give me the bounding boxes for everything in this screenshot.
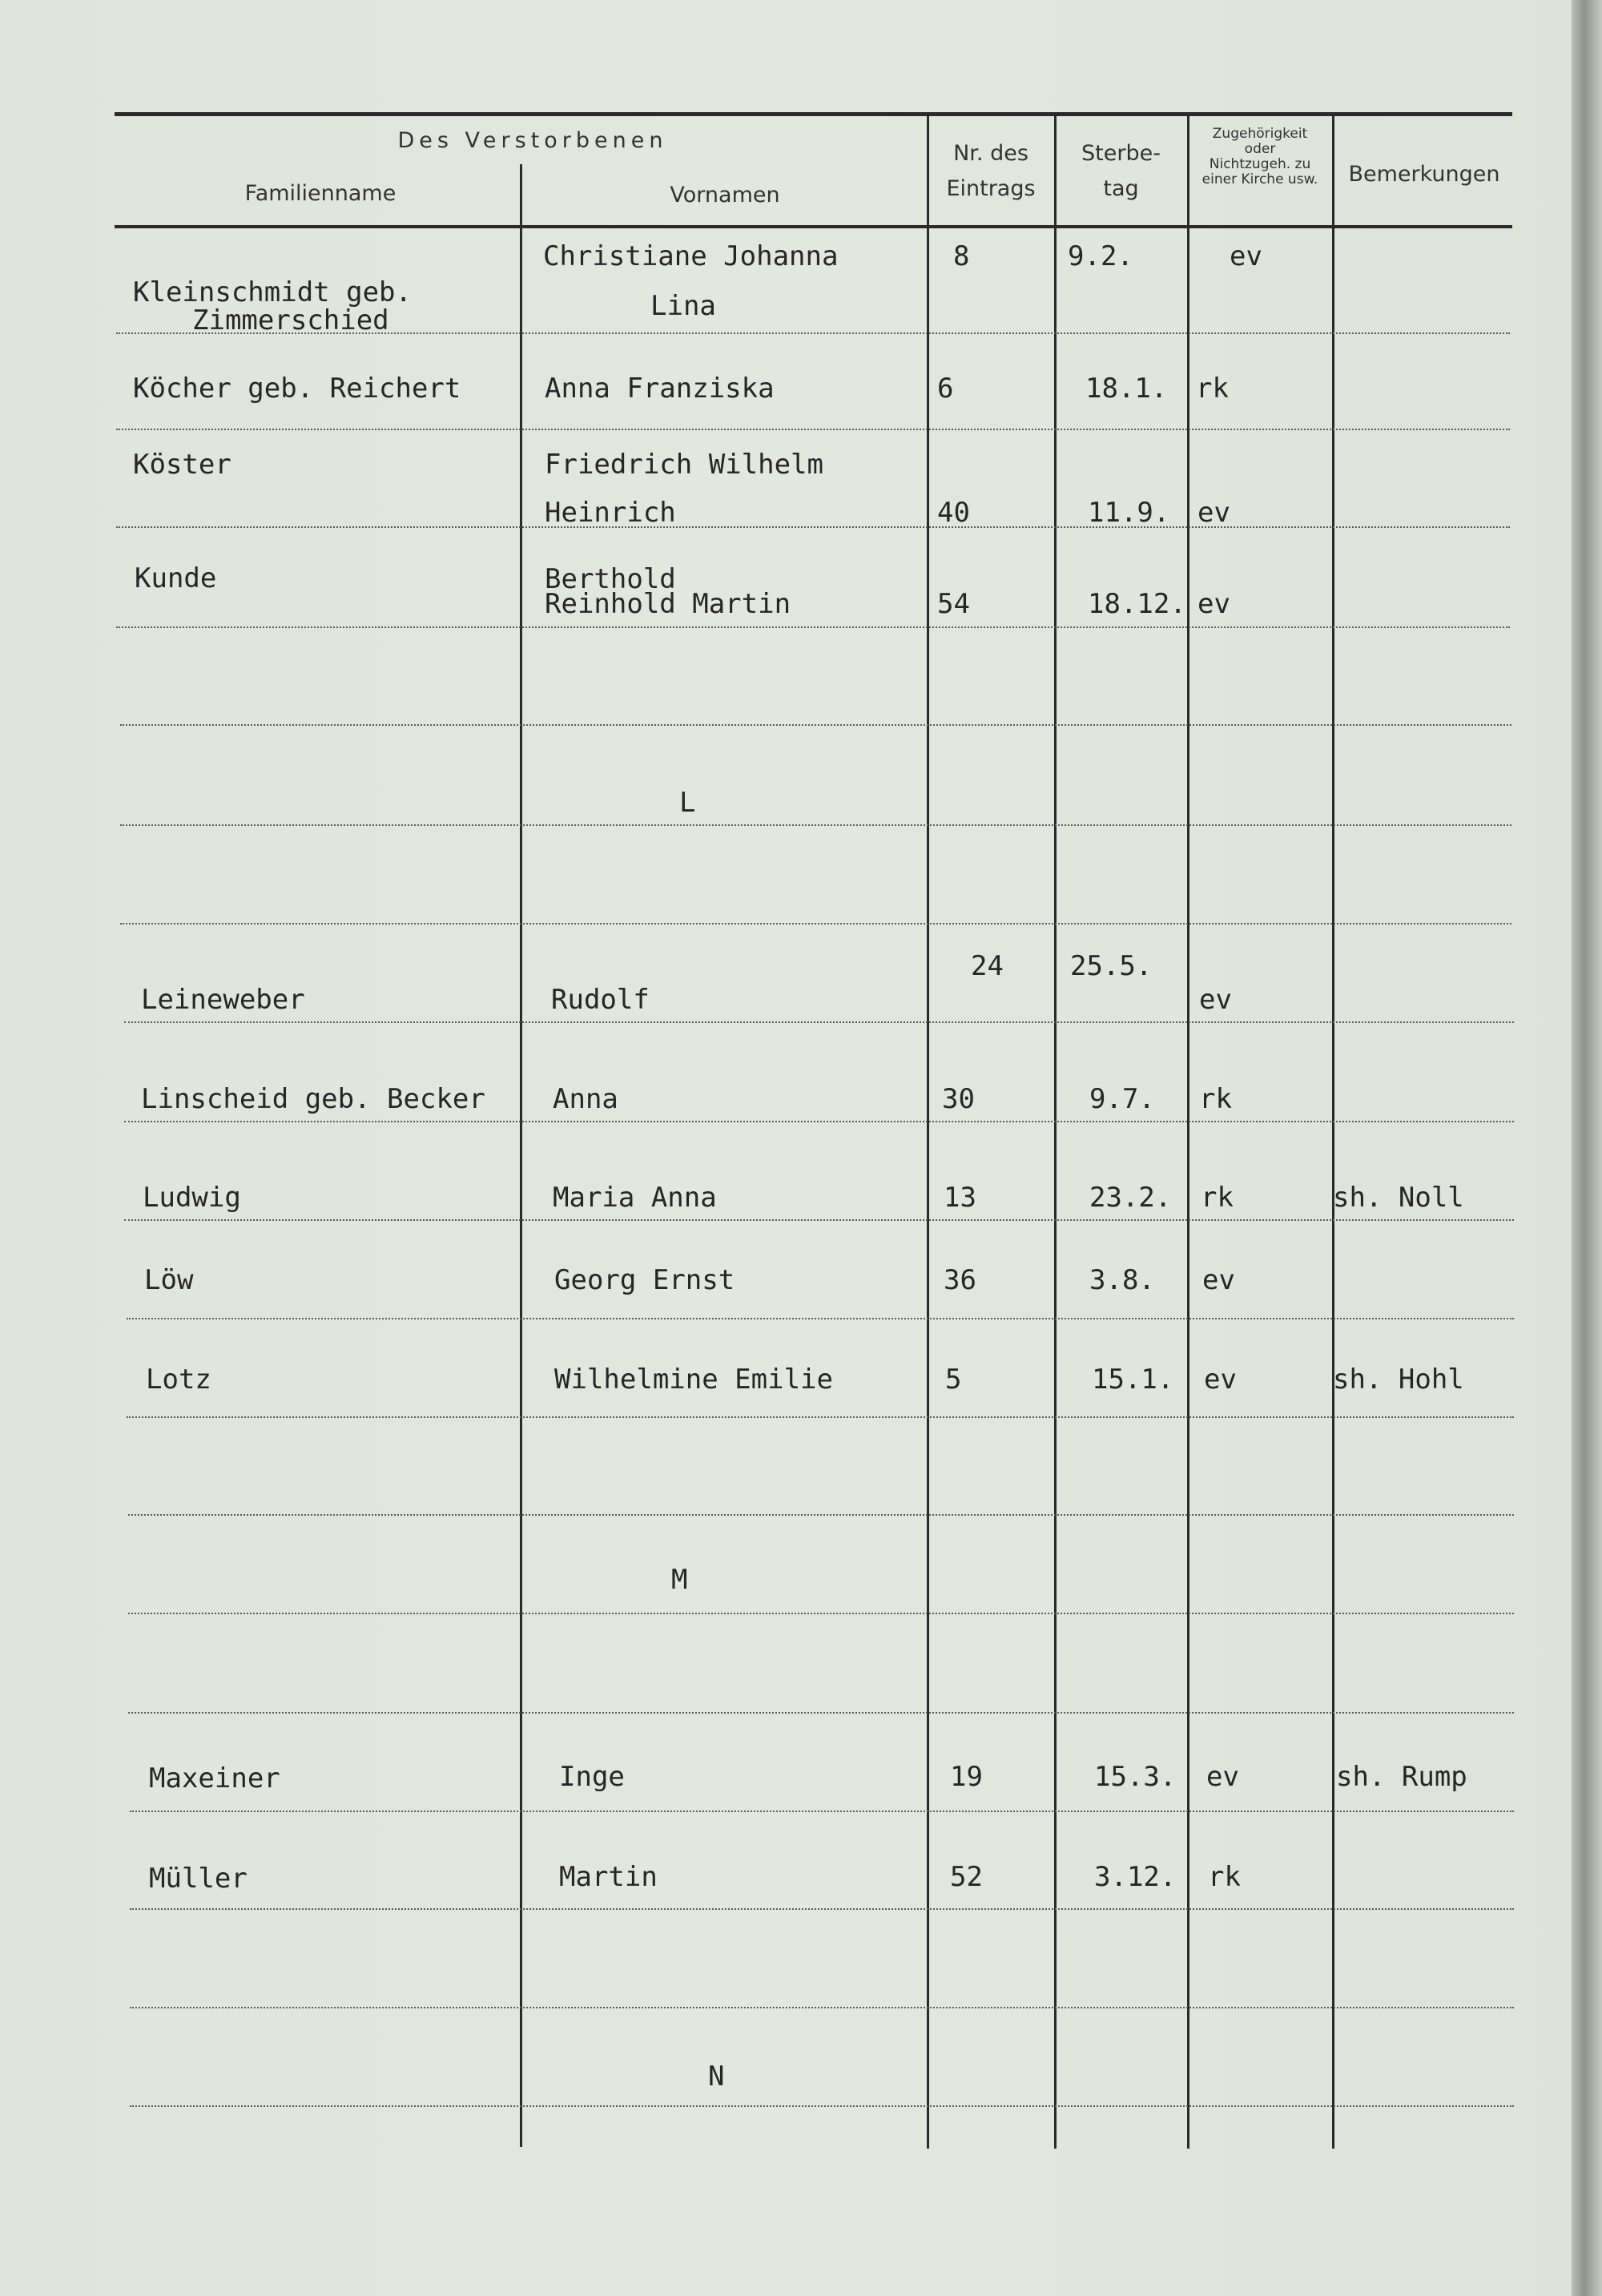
row-separator: [120, 923, 1511, 924]
entry-number: 24: [971, 950, 1004, 982]
given-names: Georg Ernst: [554, 1264, 735, 1296]
given-names: Anna: [553, 1083, 618, 1115]
entry-number: 13: [944, 1182, 976, 1214]
death-date: 11.9.: [1088, 497, 1170, 529]
church-affiliation: ev: [1199, 984, 1232, 1016]
family-name: Kunde: [135, 562, 217, 594]
given-names: Berthold: [545, 563, 676, 595]
row-separator: [128, 1712, 1514, 1714]
section-letter: N: [708, 2060, 725, 2093]
death-date: 15.3.: [1094, 1761, 1177, 1793]
column-divider: [927, 114, 929, 2149]
family-name: Köcher geb. Reichert: [133, 373, 461, 405]
given-names: Inge: [559, 1761, 625, 1793]
row-separator: [120, 724, 1511, 726]
column-divider: [520, 164, 522, 228]
header-given-names: Vornamen: [670, 183, 780, 207]
family-name: Köster: [133, 449, 231, 481]
death-date: 3.12.: [1094, 1861, 1177, 1893]
header-entry-number: Nr. des Eintrags: [946, 141, 1036, 201]
given-names-cont: Lina: [650, 290, 716, 322]
church-affiliation: rk: [1196, 373, 1229, 405]
family-name: Löw: [144, 1264, 194, 1296]
church-affiliation: ev: [1206, 1761, 1239, 1793]
death-date: 25.5.: [1070, 950, 1153, 982]
remarks: sh. Hohl: [1333, 1364, 1464, 1396]
church-affiliation: rk: [1199, 1083, 1232, 1115]
section-letter: M: [671, 1564, 688, 1596]
family-name-cont: Zimmerschied: [192, 304, 389, 336]
entry-number: 30: [942, 1083, 975, 1115]
entry-number: 6: [937, 373, 954, 405]
given-names-cont: Heinrich: [545, 497, 676, 529]
entry-number: 52: [950, 1861, 983, 1893]
family-name: Ludwig: [143, 1182, 241, 1214]
header-group-title: Des Verstorbenen: [397, 128, 668, 153]
given-names: Anna Franziska: [545, 373, 775, 405]
entry-number: 40: [937, 497, 970, 529]
given-names: Maria Anna: [553, 1182, 717, 1214]
church-affiliation: rk: [1208, 1861, 1241, 1893]
header-church-affiliation: Zugehörigkeit oder Nichtzugeh. zu einer Kirche usw.: [1202, 126, 1318, 187]
death-date: 18.1.: [1085, 373, 1168, 405]
family-name: Lotz: [146, 1364, 211, 1396]
given-names: Martin: [559, 1861, 658, 1893]
church-affiliation: ev: [1230, 240, 1262, 272]
church-affiliation: ev: [1197, 497, 1230, 529]
row-separator: [127, 1416, 1514, 1418]
book-binding-edge: [1572, 0, 1602, 2296]
row-separator: [128, 1613, 1514, 1614]
header-family-name: Familienname: [244, 181, 396, 206]
death-date: 9.7.: [1089, 1083, 1155, 1115]
family-name: Müller: [149, 1863, 248, 1895]
death-date: 9.2.: [1068, 240, 1133, 272]
row-separator: [127, 1318, 1514, 1319]
entry-number: 36: [944, 1264, 976, 1296]
death-date: 15.1.: [1092, 1364, 1174, 1396]
given-names: Wilhelmine Emilie: [554, 1364, 833, 1396]
section-letter: L: [679, 787, 696, 819]
entry-number: 8: [953, 240, 970, 272]
remarks: sh. Noll: [1333, 1182, 1464, 1214]
entry-number: 5: [945, 1364, 962, 1396]
family-name: Maxeiner: [149, 1762, 280, 1795]
family-name: Linscheid geb. Becker: [141, 1083, 485, 1115]
row-separator: [130, 1908, 1514, 1910]
column-divider: [1054, 114, 1057, 2149]
row-separator: [124, 1021, 1514, 1023]
row-separator: [124, 1121, 1514, 1122]
row-separator: [116, 526, 1510, 528]
column-divider: [520, 228, 522, 2147]
row-separator: [116, 626, 1510, 628]
church-affiliation: rk: [1201, 1182, 1234, 1214]
row-separator: [116, 429, 1510, 430]
header-remarks: Bemerkungen: [1348, 162, 1500, 187]
church-affiliation: ev: [1202, 1264, 1235, 1296]
remarks: sh. Rump: [1336, 1761, 1467, 1793]
given-names: Christiane Johanna: [543, 240, 839, 272]
church-affiliation: ev: [1204, 1364, 1237, 1396]
column-divider: [1332, 114, 1334, 2149]
row-separator: [124, 1219, 1514, 1221]
given-names: Friedrich Wilhelm: [545, 449, 823, 481]
church-affiliation: ev: [1197, 588, 1230, 620]
row-separator: [128, 1514, 1514, 1516]
row-separator: [130, 1811, 1514, 1812]
death-date: 23.2.: [1089, 1182, 1172, 1214]
family-name: Leineweber: [141, 984, 305, 1016]
row-separator: [130, 2007, 1514, 2008]
header-death-day: Sterbe- tag: [1081, 141, 1161, 201]
given-names: Rudolf: [551, 984, 650, 1016]
given-names-cont: Reinhold Martin: [545, 588, 791, 620]
table-top-rule: [115, 112, 1512, 116]
entry-number: 54: [937, 588, 970, 620]
header-bottom-rule: [115, 225, 1512, 228]
death-date: 18.12.: [1088, 588, 1186, 620]
column-divider: [1187, 114, 1189, 2149]
row-separator: [120, 824, 1511, 826]
family-name: Kleinschmidt geb.: [133, 276, 412, 308]
row-separator: [130, 2105, 1514, 2107]
death-date: 3.8.: [1089, 1264, 1155, 1296]
entry-number: 19: [950, 1761, 983, 1793]
